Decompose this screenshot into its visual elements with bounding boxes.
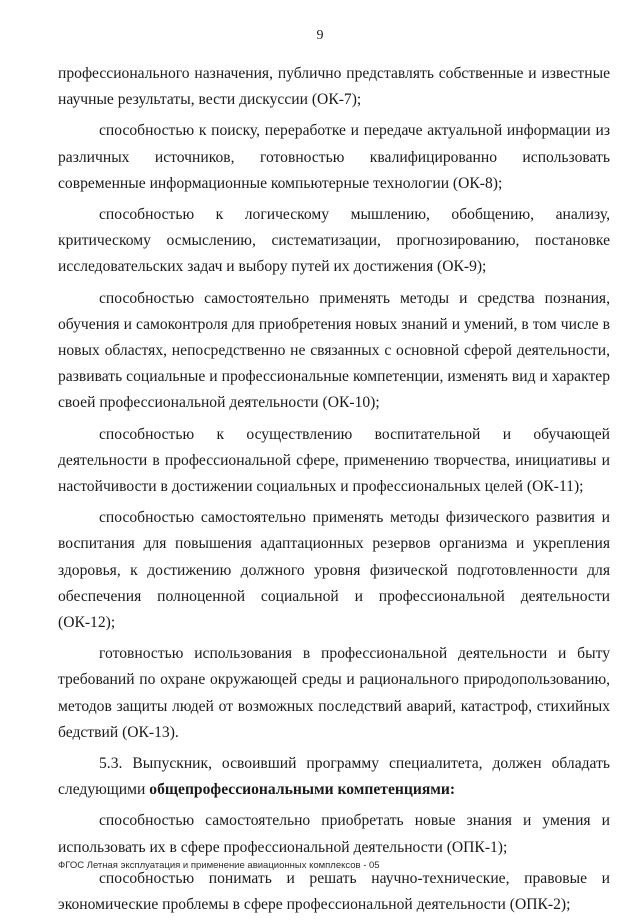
paragraph-section-5-3 [58,751,610,803]
section-5-3-bold-term: общепрофессиональными компетенциями [149,781,450,799]
paragraph-opk-2: способностью понимать и решать научно-технические, правовые и экономические проблемы в сфере профессиональной деятельности (ОПК-2); [58,869,610,914]
paragraph-ok-7: профессионального назначения, публично представлять собственные и известные научные результаты, вести дискуссии (ОК-7); [58,65,610,109]
page-footer: ФГОС Летная эксплуатация и применение авиационных комплексов - 05 [58,860,380,871]
section-5-3-colon: : [449,781,456,799]
section-5-3-text: 5.3. Выпускник, освоивший программу специалитета, должен обладать следующими [58,755,610,799]
paragraph-ok-12: способностью самостоятельно применять методы физического развития и воспитания для повышения адаптационных резервов организма и укрепления здоровья, к достижению должного уровня физической подготовленности для обеспечения полноценной социальной и профессиональной деятельности (ОК-12); [58,509,610,632]
document-body [58,61,610,923]
page-number: 9 [316,28,324,43]
paragraph-ok-13: готовностью использования в профессиональной деятельности и быту требований по охране окружающей среды и рационального природопользованию, методов защиты людей от возможных последствий аварий, катастроф, стихийных бедствий (ОК-13). [58,645,610,741]
paragraph-opk-1: способностью самостоятельно приобретать новые знания и умения и использовать их в сфере профессиональной деятельности (ОПК-1); [58,812,610,856]
paragraph-ok-8: способностью к поиску, переработке и передаче актуальной информации из различных источников, готовностью квалифицированно использовать современные информационные компьютерные технологии (ОК-8); [58,122,610,192]
paragraph-ok-11: способностью к осуществлению воспитательной и обучающей деятельности в профессиональной сфере, применению творчества, инициативы и настойчивости в достижении социальных и профессиональных целей (ОК-11); [58,425,610,496]
paragraph-ok-10: способностью самостоятельно применять методы и средства познания, обучения и самоконтроля для приобретения новых знаний и умений, в том числе в новых областях, непосредственно не связанных с основной сферой деятельности, развивать социальные и профессиональные компетенции, изменять вид и характер своей профессиональной деятельности (ОК-10); [58,289,610,412]
paragraph-ok-9: способностью к логическому мышлению, обобщению, анализу, критическому осмыслению, систематизации, прогнозированию, постановке исследовательских задач и выбору путей их достижения (ОК-9); [58,206,610,276]
